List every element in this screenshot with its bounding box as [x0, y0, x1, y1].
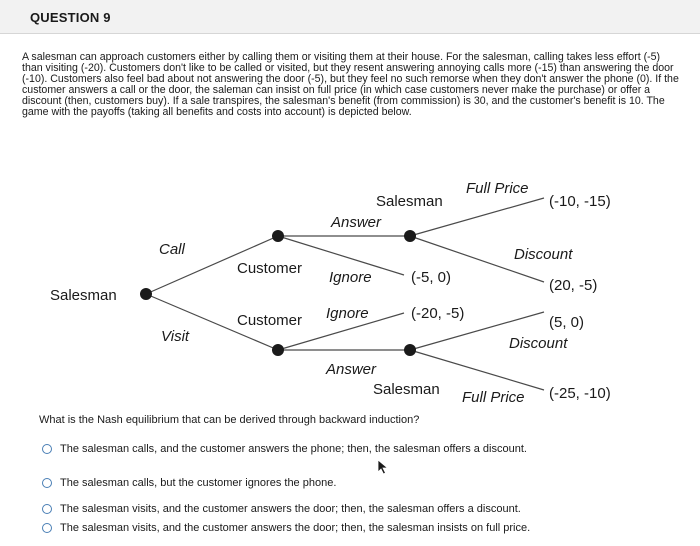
- label-customer-bottom: Customer: [237, 312, 303, 329]
- radio-icon[interactable]: [42, 478, 52, 488]
- option-2[interactable]: [42, 477, 336, 489]
- label-ignore-bottom: Ignore: [326, 305, 369, 322]
- option-label: The salesman visits, and the customer answers the door; then, the salesman insists on full price.: [60, 522, 531, 534]
- node-salesman-bottom: [404, 344, 416, 356]
- option-label: The salesman calls, and the customer answers the phone; then, the salesman offers a discount.: [60, 443, 527, 455]
- option-label: The salesman visits, and the customer answers the door; then, the salesman offers a discount.: [60, 503, 521, 515]
- label-ignore-top: Ignore: [329, 269, 372, 286]
- payoff-call-ignore: (-5, 0): [411, 269, 452, 286]
- option-1[interactable]: [42, 443, 527, 455]
- node-customer-bottom: [272, 344, 284, 356]
- label-full-price-bottom: Full Price: [462, 389, 525, 406]
- radio-icon[interactable]: [42, 504, 52, 514]
- payoff-call-discount: (20, -5): [549, 277, 598, 294]
- question-ask: What is the Nash equilibrium that can be derived through backward induction?: [39, 414, 420, 426]
- payoff-visit-discount: (5, 0): [549, 314, 585, 331]
- label-answer-top: Answer: [331, 214, 382, 231]
- radio-icon[interactable]: [42, 444, 52, 454]
- label-discount-top: Discount: [514, 246, 573, 263]
- radio-icon[interactable]: [42, 523, 52, 533]
- option-4[interactable]: [42, 522, 530, 534]
- option-label: The salesman calls, but the customer ignores the phone.: [60, 477, 337, 489]
- label-root-salesman: Salesman: [50, 287, 117, 304]
- payoff-visit-ignore: (-20, -5): [411, 305, 465, 322]
- label-salesman-bottom: Salesman: [373, 381, 440, 398]
- mouse-cursor-icon: [377, 459, 389, 475]
- label-answer-bottom: Answer: [326, 361, 377, 378]
- label-call: Call: [159, 241, 185, 258]
- payoff-call-full-price: (-10, -15): [549, 193, 611, 210]
- label-customer-top: Customer: [237, 260, 303, 277]
- label-visit: Visit: [161, 328, 190, 345]
- question-prompt: A salesman can approach customers either by calling them or visiting them at their house. For the salesman, calling takes less effort (-5) than visiting (-20). Customers don't like to be called or visited, but they resent answering annoying calls more (-15) than answering the door (-10). Customers also feel bad about not answering the door (-5), but they feel no such remorse when they don't answer the phone (0). If the customer answers a call or the door, the saleman can insist on full price (in which case customers never make the purchase) or offer a discount (then, customers buy). If a sale transpires, the salesman's benefit (from commission) is 30, and the customer's benefit is 10. The game with the payoffs (taking all benefits and costs into account) is depicted below.: [22, 51, 679, 118]
- node-root: [140, 288, 152, 300]
- payoff-visit-full-price: (-25, -10): [549, 385, 611, 402]
- label-salesman-top: Salesman: [376, 193, 443, 210]
- question-title: QUESTION 9: [30, 10, 111, 25]
- option-3[interactable]: [42, 503, 521, 515]
- label-full-price-top: Full Price: [466, 180, 529, 197]
- label-discount-bottom: Discount: [509, 335, 568, 352]
- node-salesman-top: [404, 230, 416, 242]
- node-customer-top: [272, 230, 284, 242]
